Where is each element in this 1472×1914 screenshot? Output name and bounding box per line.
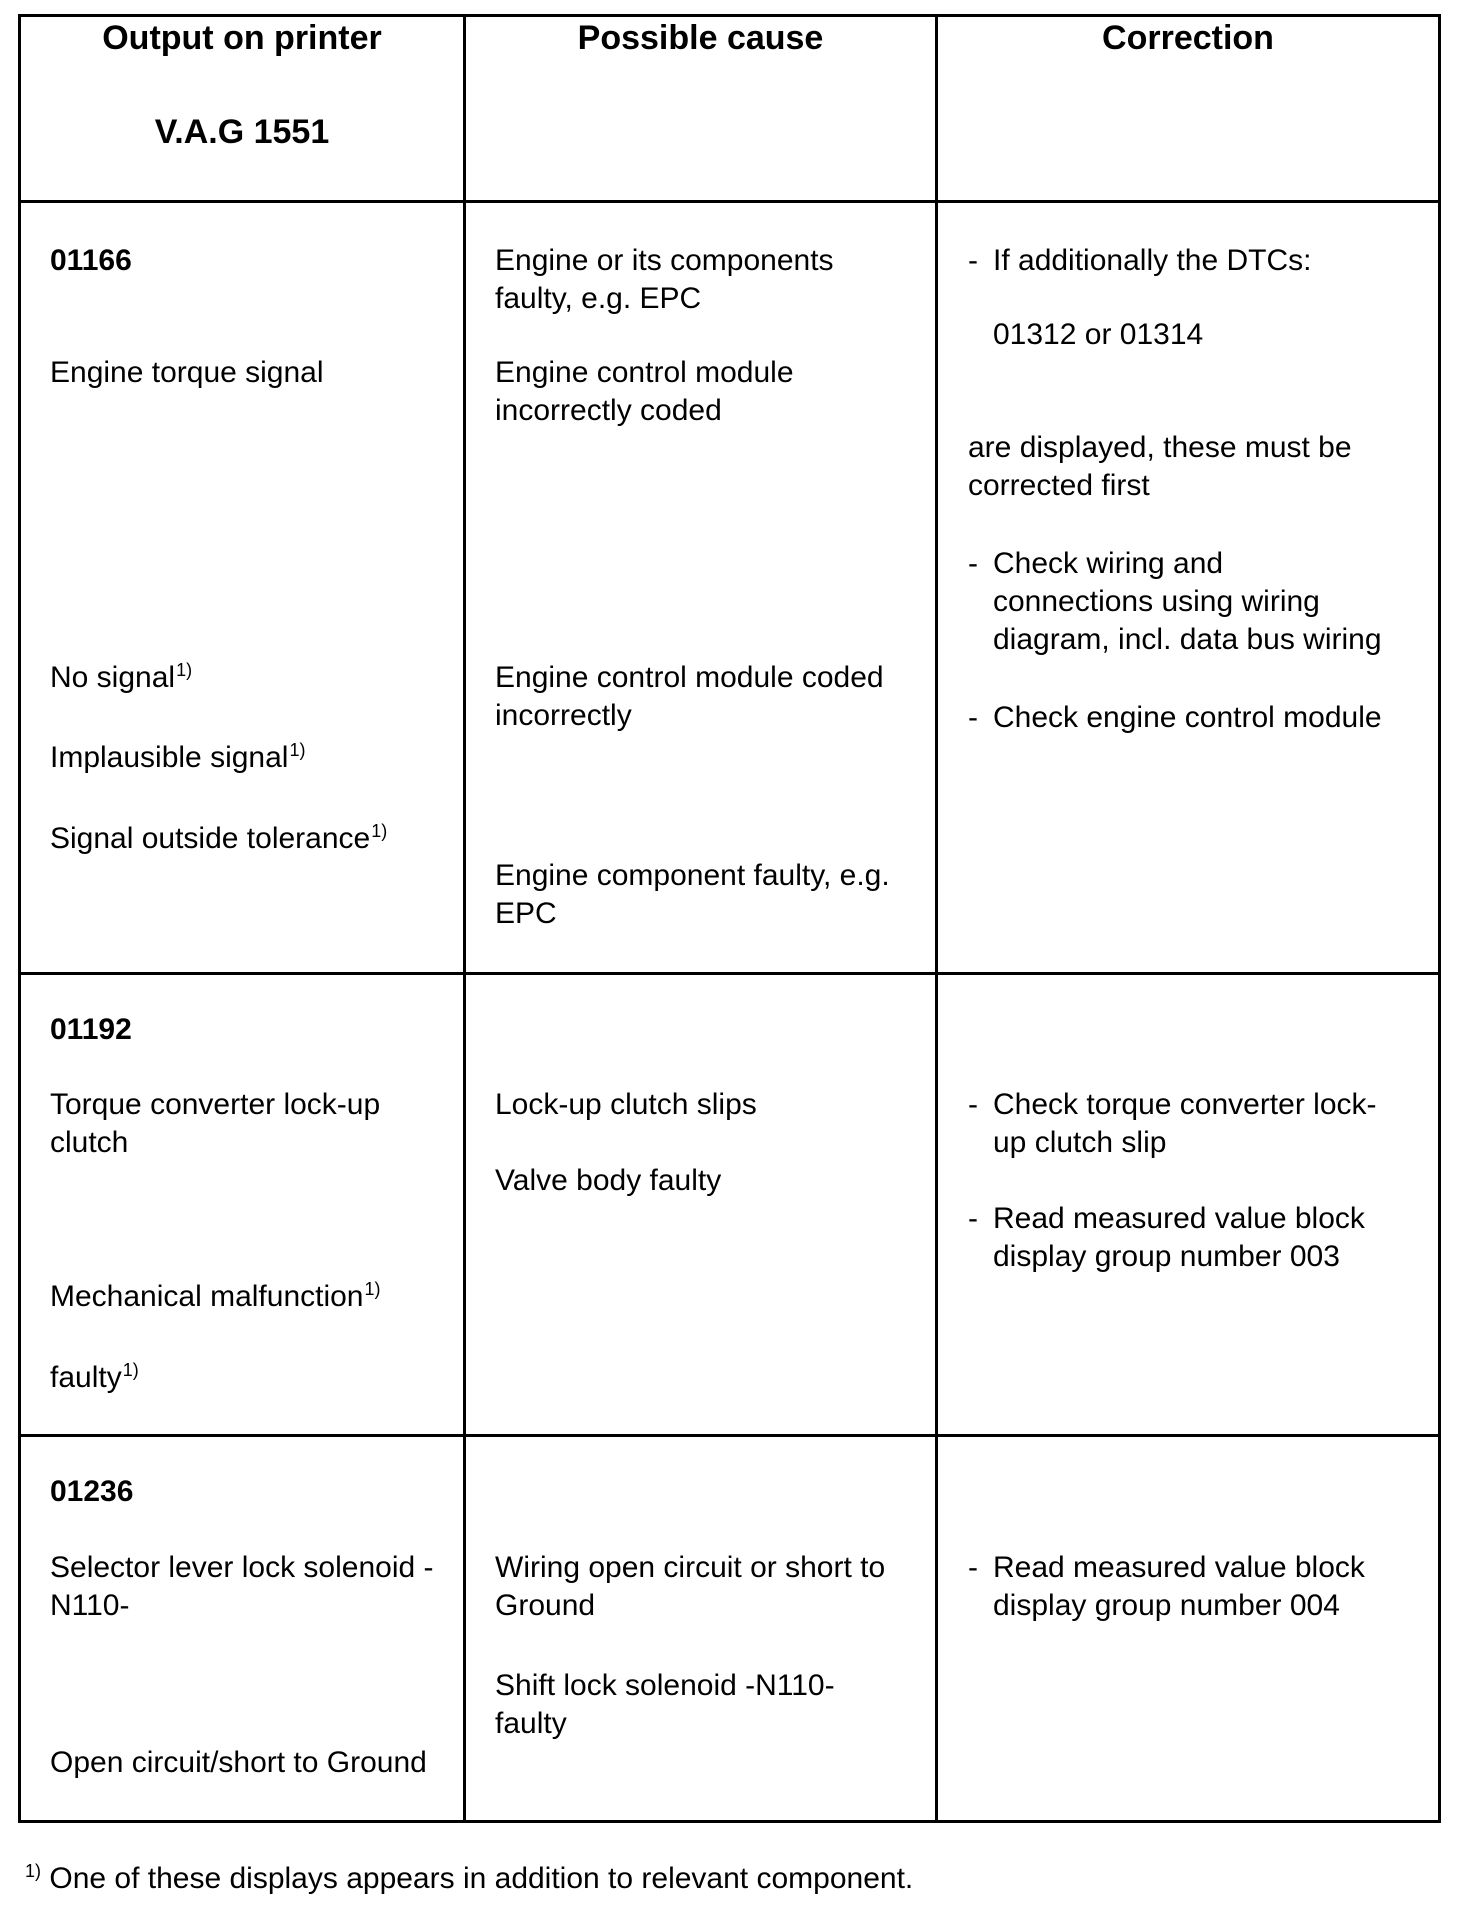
bullet-dash: - — [968, 244, 978, 277]
header-vag-1551: V.A.G 1551 — [154, 113, 330, 151]
footnote-ref: 1) — [364, 1279, 381, 1299]
footnote-ref: 1) — [122, 1360, 139, 1380]
cause-wiring-open-circuit: Wiring open circuit or short to Ground — [495, 1551, 886, 1622]
symptom-faulty: faulty$^{1)}$ — [50, 1360, 139, 1394]
correction-check-wiring: Check wiring and connections using wiring diagram, incl. data bus wiring — [993, 547, 1382, 656]
correction-read-group-004: Read measured value block display group number 004 — [993, 1551, 1365, 1622]
cause-engine-components-faulty: Engine or its components faulty, e.g. EPC — [495, 244, 834, 315]
header-possible-cause: Possible cause — [577, 19, 824, 57]
cause-ecm-coded-incorrectly: Engine control module coded incorrectly — [495, 661, 884, 732]
component-selector-lever-solenoid: Selector lever lock solenoid - N110- — [50, 1551, 434, 1622]
footnote-ref: 1) — [289, 740, 306, 760]
fault-code-01236: 01236 — [50, 1475, 134, 1508]
fault-code-01166: 01166 — [50, 244, 132, 277]
symptom-no-signal: No signal$^{1)}$ — [50, 660, 193, 694]
correction-check-clutch-slip: Check torque converter lock- up clutch slip — [993, 1088, 1377, 1159]
correction-read-group-003: Read measured value block display group number 003 — [993, 1202, 1365, 1273]
footnote-ref: 1) — [176, 660, 193, 680]
component-engine-torque-signal: Engine torque signal — [50, 356, 324, 389]
cause-engine-component-faulty: Engine component faulty, e.g. EPC — [495, 859, 890, 930]
correction-if-additionally: If additionally the DTCs: — [993, 244, 1312, 277]
correction-displayed-first: are displayed, these must be corrected first — [968, 431, 1352, 502]
bullet-dash: - — [968, 701, 978, 734]
symptom-open-circuit: Open circuit/short to Ground — [50, 1746, 427, 1779]
footnote-text: One of these displays appears in addition to relevant component. — [49, 1862, 914, 1895]
cause-shift-lock-solenoid: Shift lock solenoid -N110- faulty — [495, 1669, 835, 1740]
header-correction: Correction — [1102, 19, 1274, 57]
footnote-mark: 1) — [25, 1861, 42, 1881]
correction-dtc-list: 01312 or 01314 — [993, 318, 1204, 351]
bullet-dash: - — [968, 547, 978, 580]
header-output-on-printer: Output on printer — [102, 19, 382, 57]
symptom-mechanical-malfunction: Mechanical malfunction$^{1)}$ — [50, 1279, 381, 1313]
footnote — [24, 1860, 913, 1898]
bullet-dash: - — [968, 1088, 978, 1121]
component-torque-converter-clutch: Torque converter lock-up clutch — [50, 1088, 381, 1159]
symptom-signal-outside-tolerance: Signal outside tolerance$^{1)}$ — [50, 821, 388, 855]
cause-ecm-incorrectly-coded: Engine control module incorrectly coded — [495, 356, 794, 427]
correction-check-ecm: Check engine control module — [993, 701, 1382, 734]
cause-valve-body-faulty: Valve body faulty — [495, 1164, 722, 1197]
bullet-dash: - — [968, 1551, 978, 1584]
bullet-dash: - — [968, 1202, 978, 1235]
fault-code-01192: 01192 — [50, 1013, 132, 1046]
footnote-ref: 1) — [371, 821, 388, 841]
symptom-implausible-signal: Implausible signal$^{1)}$ — [50, 740, 306, 774]
cause-lockup-clutch-slips: Lock-up clutch slips — [495, 1088, 757, 1121]
